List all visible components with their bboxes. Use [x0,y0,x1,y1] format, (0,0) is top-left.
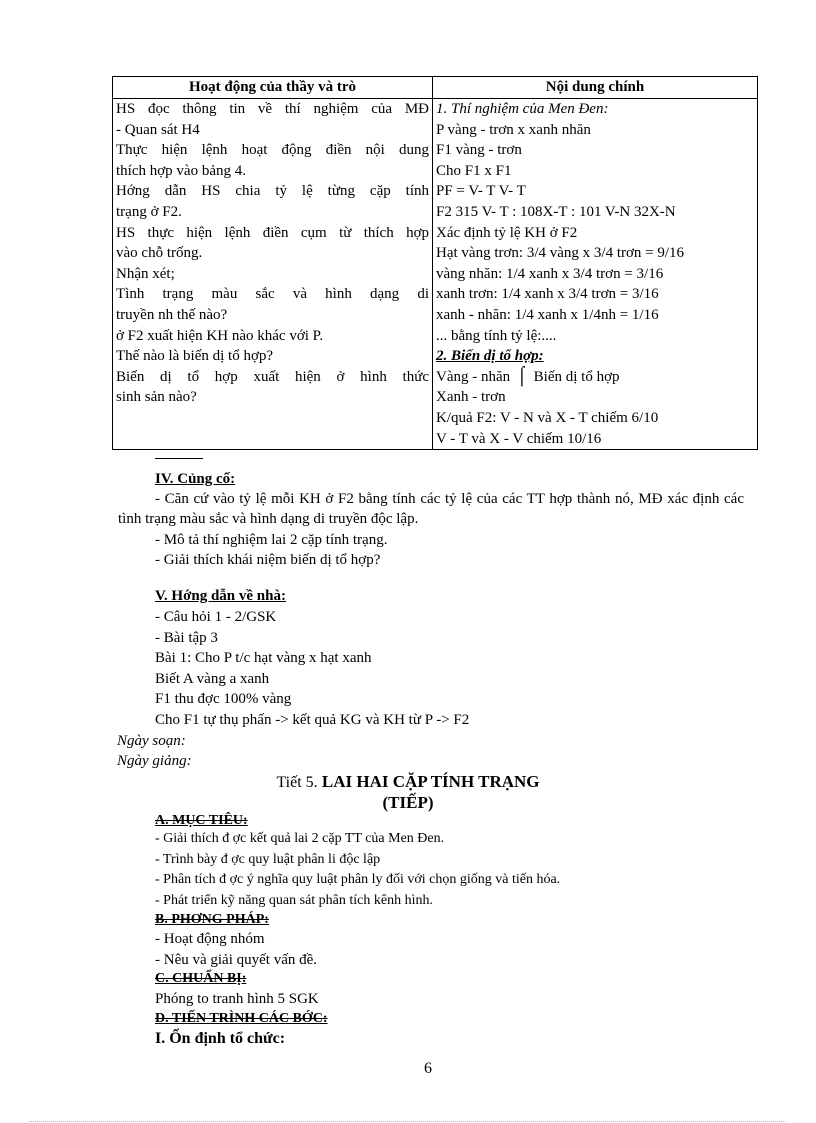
brace-item-2: Xanh - trơn [436,389,506,406]
activity-line: ở F2 xuất hiện KH nào khác với P. [116,327,324,344]
activity-line: HS thực hiện lệnh điền cụm từ thích hợp [116,224,429,241]
brace-icon: ⌠ [516,364,528,385]
method-item: - Nêu và giải quyết vấn đề. [155,951,318,968]
brace-label: Biến dị tổ hợp [533,368,620,385]
activity-line: Thực hiện lệnh hoạt động điền nội dung [116,142,429,159]
result-line-2: V - T và X - V chiếm 10/16 [436,430,602,447]
section-b-heading: B. PHƠNG PHÁP: [155,912,269,927]
activity-line: Thế nào là biến dị tổ hợp? [116,348,274,365]
brace-line-1 [436,364,754,388]
section-iv-heading: IV. Củng cố: [155,471,236,487]
result-line-1: K/quả F2: V - N và X - T chiếm 6/10 [436,409,659,426]
section-iv-para [118,489,744,529]
section-iv-item-3: - Giải thích khái niệm biến dị tổ hợp? [155,552,381,568]
homework-item: - Bài tập 3 [155,629,218,646]
activity-line: HS đọc thông tin về thí nghiệm của MĐ [116,101,429,117]
header-teacher-student: Hoạt động của thầy và trò [113,77,433,99]
section-v-heading: V. Hớng dẫn về nhà: [155,588,286,604]
section-b-list [155,929,317,970]
section-iv-item-2: - Mô tả thí nghiệm lai 2 cặp tính trạng. [155,532,388,548]
activities-cell [113,99,433,450]
section-a-list [155,829,560,911]
separator-line [155,458,203,459]
section-c-list [155,989,319,1010]
homework-item: - Câu hỏi 1 - 2/GSK [155,609,277,625]
section-a-heading: A. MỤC TIÊU: [155,813,248,828]
activity-line: Tình trạng màu sắc và hình dạng di [116,286,429,303]
section-c-heading: C. CHUẨN BỊ: [155,971,247,986]
table-header-row [113,77,758,99]
header-main-content: Nội dung chính [433,77,758,99]
activity-line: sinh sản nào? [116,389,197,406]
activity-line: vào chỗ trống. [116,245,203,262]
objective-item: - Phát triển kỹ năng quan sát phân tích kênh hình. [155,892,433,908]
lesson-title-text: LAI HAI CẶP TÍNH TRẠNG [321,772,540,791]
lesson-subtitle: (TIẾP) [382,793,434,812]
activity-line: trạng ở F2. [116,203,182,220]
experiment-lines [436,120,754,347]
objective-item: - Trình bày đ ợc quy luật phân li độc lập [155,851,381,867]
section-v-list [155,607,469,731]
section-d-heading: D. TIẾN TRÌNH CÁC BỚC: [155,1011,328,1026]
experiment-line: ... bằng tính tỷ lệ:.... [436,327,557,344]
homework-item: Bài 1: Cho P t/c hạt vàng x hạt xanh [155,650,372,667]
homework-item: Cho F1 tự thụ phấn -> kết quả KG và KH từ P -> F2 [155,711,470,728]
content-cell [433,99,758,450]
activity-line: truyền nh thế nào? [116,306,228,323]
page-number: 6 [424,1060,432,1077]
date-prepared: Ngày soạn: [117,733,186,749]
activity-line: Nhận xét; [116,265,175,282]
lesson-title [0,771,816,794]
homework-item: F1 thu đợc 100% vàng [155,691,292,708]
date-taught: Ngày giảng: [117,753,192,769]
lesson-table [112,76,758,450]
experiment-line: xanh trơn: 1/4 xanh x 3/4 trơn = 3/16 [436,286,659,303]
experiment-line: F2 315 V- T : 108X-T : 101 V-N 32X-N [436,203,676,220]
section2-title: 2. Biến dị tổ hợp: [436,348,544,365]
experiment-line: vàng nhăn: 1/4 xanh x 3/4 trơn = 3/16 [436,265,664,282]
homework-item: Biết A vàng a xanh [155,670,270,687]
preparation-item: Phóng to tranh hình 5 SGK [155,991,319,1007]
section-iv-paragraph-text: - Căn cứ vào tỷ lệ mỗi KH ở F2 bằng tính các tỷ lệ của các TT hợp thành nó, MĐ xác định các tình trạng màu sắc và hình dạng di truyền độc lập. [118,491,744,527]
page-bottom-border [30,1121,786,1122]
experiment-line: F1 vàng - trơn [436,142,522,159]
activity-line: - Quan sát H4 [116,121,200,138]
experiment-line: P vàng - trơn x xanh nhăn [436,121,591,138]
objective-item: - Giải thích đ ợc kết quả lai 2 cặp TT của Men Đen. [155,831,445,846]
experiment-line: xanh - nhăn: 1/4 xanh x 1/4nh = 1/16 [436,306,659,323]
activity-line: thích hợp vào bảng 4. [116,162,246,179]
section1-title: 1. Thí nghiệm của Men Đen: [436,101,609,117]
experiment-line: Cho F1 x F1 [436,162,512,179]
lesson-number: Tiết 5. [276,774,318,791]
method-item: - Hoạt động nhóm [155,931,265,947]
objective-item: - Phân tích đ ợc ý nghĩa quy luật phân ly đối với chọn giống và tiến hóa. [155,872,561,888]
activity-line: Biến dị tổ hợp xuất hiện ở hình thức [116,368,429,385]
brace-item-1: Vàng - nhăn [436,368,511,385]
experiment-line: PF = V- T V- T [436,183,526,200]
experiment-line: Hạt vàng trơn: 3/4 vàng x 3/4 trơn = 9/16 [436,245,685,262]
section-d-subheading: I. Ổn định tổ chức: [155,1030,286,1047]
experiment-line: Xác định tỷ lệ KH ở F2 [436,224,578,241]
table-body-row [113,99,758,450]
activity-line: Hớng dẫn HS chia tỷ lệ từng cặp tính [116,183,429,200]
